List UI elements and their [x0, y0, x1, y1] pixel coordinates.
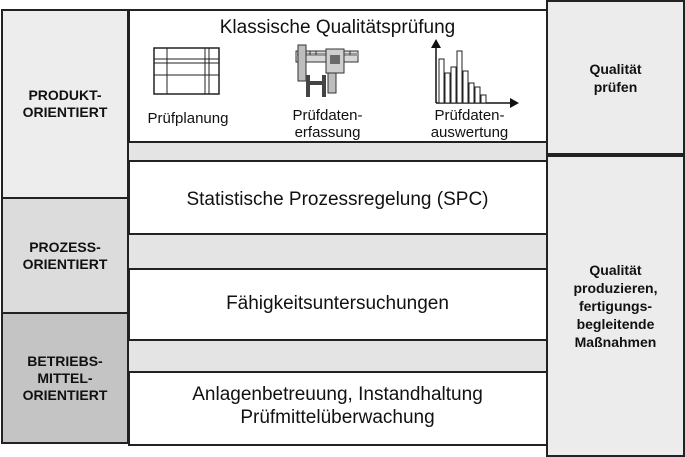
faehigkeit-label: Fähigkeitsuntersuchungen — [226, 293, 449, 314]
goal-pruefen-label: Qualität prüfen — [589, 60, 642, 95]
box-klassische-qualitaetspruefung — [128, 9, 561, 143]
klassisch-title: Klassische Qualitätsprüfung — [219, 17, 456, 38]
anlagen-label: Anlagenbetreuung, Instandhaltung Prüfmittelüberwachung — [192, 384, 483, 428]
box-faehigkeitsuntersuchungen — [128, 268, 561, 341]
step-pruefplanung: Prüfplanung — [147, 110, 229, 127]
histogram-icon — [430, 39, 520, 105]
category-prozessorientiert — [1, 197, 129, 314]
spc-label: Statistische Prozessregelung (SPC) — [186, 189, 489, 210]
box-spc — [128, 160, 561, 235]
step-pruefdatenauswertung: Prüfdaten- auswertung — [430, 107, 509, 141]
category-betrieb-label: BETRIEBS- MITTEL- ORIENTIERT — [22, 352, 108, 403]
step-pruefdatenerfassung: Prüfdaten- erfassung — [292, 107, 363, 141]
category-produktorientiert — [1, 9, 129, 199]
goal-qualitaet-pruefen — [546, 0, 685, 155]
goal-produzieren-label: Qualität produzieren, fertigungs- begleitende Maßnahmen — [573, 262, 658, 350]
category-prozess-label: PROZESS- ORIENTIERT — [22, 238, 108, 272]
goal-qualitaet-produzieren — [546, 155, 685, 457]
table-grid-icon — [153, 47, 221, 97]
category-betriebsmittelorientiert — [1, 312, 129, 444]
caliper-icon — [292, 45, 362, 103]
box-anlagenbetreuung — [128, 371, 561, 446]
category-produkt-label: PRODUKT- ORIENTIERT — [22, 87, 108, 120]
